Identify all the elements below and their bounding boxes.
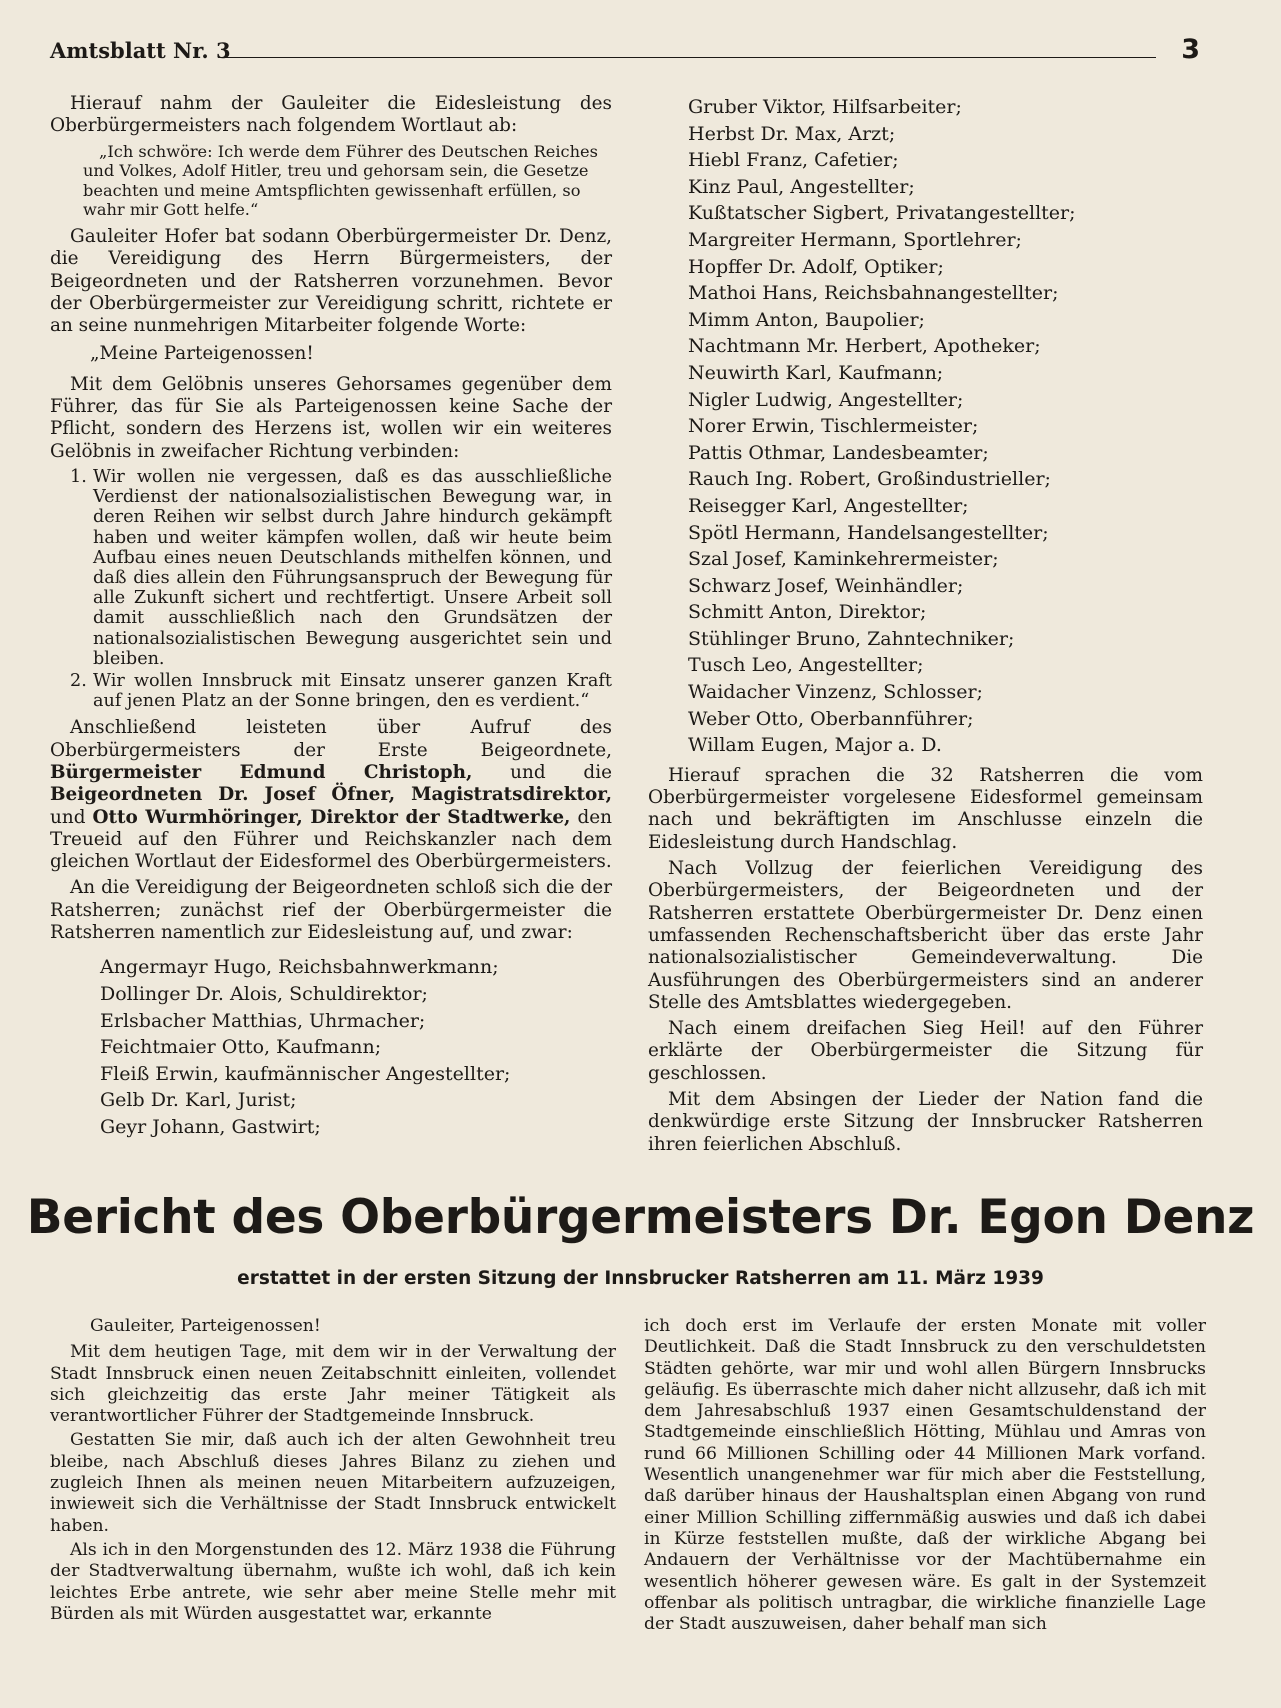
paragraph: An die Vereidigung der Beigeordneten schloß sich die der Ratsherren; zunächst rief der Oberbürgermeister die Ratsherren namentlich zur Eidesleistung auf, und zwar: [50, 877, 612, 944]
councillor-list-continued [688, 94, 1203, 759]
list-item: Gelb Dr. Karl, Jurist; [100, 1089, 297, 1112]
paragraph: Nach Vollzug der feierlichen Vereidigung des Oberbürgermeisters, der Beigeordneten und der Ratsherren erstattete Oberbürgermeister Dr. Denz einen umfassenden Rechenschaftsbericht über das erste Jahr nationalsozialistischer Gemeindeverwaltung. Die Ausführungen des Oberbürgermeisters sind an anderer Stelle des Amtsblattes wiedergegeben. [648, 858, 1203, 1013]
list-item: Norer Erwin, Tischlermeister; [688, 415, 979, 438]
paragraph [50, 717, 612, 873]
list-item: Feichtmaier Otto, Kaufmann; [100, 1036, 382, 1059]
list-item: Hiebl Franz, Cafetier; [688, 149, 899, 172]
page-number: 3 [1181, 34, 1200, 65]
pledge-text: Wir wollen Innsbruck mit Einsatz unserer ganzen Kraft auf jenen Platz an der Sonne bringen, den es verdient.“ [93, 670, 612, 712]
oath-line: wahr mir Gott helfe.“ [83, 200, 259, 220]
list-item: Geyr Johann, Gastwirt; [100, 1115, 321, 1138]
pledge-number: 1. [70, 466, 87, 487]
list-item: Nigler Ludwig, Angestellter; [688, 388, 964, 411]
oath-line: beachten und meine Amtspflichten gewissenhaft erfüllen, so [83, 180, 581, 200]
oath-quote [83, 142, 612, 220]
report-salutation: Gauleiter, Parteigenossen! [90, 1316, 321, 1336]
paragraph: Hierauf nahm der Gauleiter die Eidesleistung des Oberbürgermeisters nach folgendem Wortlaut ab: [50, 93, 612, 137]
pledge-item [50, 671, 612, 711]
list-item: Herbst Dr. Max, Arzt; [688, 122, 896, 145]
bold-name: Otto Wurmhöringer, Direktor der Stadtwerke, [92, 806, 571, 828]
list-item: Tusch Leo, Angestellter; [688, 654, 924, 677]
list-item: Neuwirth Karl, Kaufmann; [688, 361, 944, 384]
paragraph: Gauleiter Hofer bat sodann Oberbürgermeister Dr. Denz, die Vereidigung des Herrn Bürgermeisters, der Beigeordneten und der Ratsherren vorzunehmen. Bevor der Oberbürgermeister zur Vereidigung schritt, richtete er an seine nunmehrigen Mitarbeiter folgende Worte: [50, 225, 612, 337]
list-item: Waidacher Vinzenz, Schlosser; [688, 681, 983, 704]
paragraph: Mit dem Absingen der Lieder der Nation fand die denkwürdige erste Sitzung der Innsbrucker Ratsherren ihren feierlichen Abschluß. [648, 1089, 1203, 1155]
list-item: Schmitt Anton, Direktor; [688, 601, 927, 624]
list-item: Pattis Othmar, Landesbeamter; [688, 441, 989, 464]
text-run: und [50, 806, 86, 828]
list-item: Stühlinger Bruno, Zahntechniker; [688, 627, 1015, 650]
list-item: Mathoi Hans, Reichsbahnangestellter; [688, 282, 1059, 305]
list-item: Willam Eugen, Major a. D. [688, 734, 942, 757]
pledge-number: 2. [70, 670, 87, 691]
list-item: Szal Josef, Kaminkehrermeister; [688, 548, 999, 571]
header-rule [218, 57, 1156, 58]
text-run: den Treueid auf den Führer und Reichskanzler nach dem gleichen Wortlaut der Eidesformel des Oberbürgermeisters. [50, 806, 612, 873]
paragraph: ich doch erst im Verlaufe der ersten Monate mit voller Deutlichkeit. Daß die Stadt Innsbruck zu den verschuldetsten Städten gehörte, war mir und wohl allen Bürgern Innsbrucks geläufig. Es überraschte mich daher nicht allzusehr, daß ich mit dem Jahresabschluß 1937 einen Gesamtschuldenstand der Stadtgemeinde einschließlich Hötting, Mühlau und Amras von rund 66 Millionen Schilling oder 44 Millionen Mark vorfand. Wesentlich unangenehmer war für mich aber die Feststellung, daß darüber hinaus der Haushaltsplan einen Abgang von rund einer Million Schilling ziffernmäßig auswies und daß ich dabei in Kürze feststellen mußte, daß der wirkliche Abgang bei Andauern der Verhältnisse vor der Machtübernahme ein wesentlich höherer gewesen wäre. Es galt in der Systemzeit offenbar als politisch untragbar, die wirkliche finanzielle Lage der Stadt auszuweisen, daher behalf man sich [644, 1316, 1206, 1635]
paragraph: Gestatten Sie mir, daß auch ich der alten Gewohnheit treu bleibe, nach Abschluß dieses Jahres Bilanz zu ziehen und zugleich Ihnen als meinen neuen Mitarbeitern aufzuzeigen, inwieweit sich die Verhältnisse der Stadt Innsbruck entwickelt haben. [50, 1430, 616, 1536]
list-item: Rauch Ing. Robert, Großindustrieller; [688, 468, 1051, 491]
report-right-column [644, 1316, 1206, 1638]
text-run: Anschließend leisteten über Aufruf des Oberbürgermeisters der Erste Beigeordnete, [50, 717, 612, 761]
paragraph: Als ich in den Morgenstunden des 12. März 1938 die Führung der Stadtverwaltung übernahm, wußte ich wohl, daß ich kein leichtes Erbe antrete, wie sehr aber meine Stelle mehr mit Bürden als mit Würden ausgestattet war, erkannte [50, 1539, 616, 1624]
list-item: Fleiß Erwin, kaufmännischer Angestellter; [100, 1062, 511, 1085]
report-left-column [50, 1316, 616, 1628]
paragraph: Mit dem Gelöbnis unseres Gehorsames gegenüber dem Führer, das für Sie als Parteigenossen keine Sache der Pflicht, sondern des Herzens ist, wollen wir ein weiteres Gelöbnis in zweifacher Richtung verbinden: [50, 373, 612, 462]
pledge-text: Wir wollen nie vergessen, daß es das ausschließliche Verdienst der nationalsozialistischen Bewegung war, in deren Reihen wir selbst durch Jahre hindurch gekämpft haben und weiter kämpfen wollen, daß wir heute beim Aufbau eines neuen Deutschlands mithelfen können, und daß dies allein den Führungsanspruch der Bewegung für alle Zukunft sichert und rechtfertigt. Unsere Arbeit soll damit ausschließlich nach den Grundsätzen der nationalsozialistischen Bewegung ausgerichtet sein und bleiben. [93, 466, 612, 669]
paragraph: Nach einem dreifachen Sieg Heil! auf den Führer erklärte der Oberbürgermeister die Sitzung für geschlossen. [648, 1018, 1203, 1084]
list-item: Angermayr Hugo, Reichsbahnwerkmann; [100, 956, 499, 979]
paragraph: Hierauf sprachen die 32 Ratsherren die vom Oberbürgermeister vorgelesene Eidesformel gemeinsam nach und bekräftigten im Anschlusse einzeln die Eidesleistung durch Handschlag. [648, 764, 1203, 853]
list-item: Erlsbacher Matthias, Uhrmacher; [100, 1009, 426, 1032]
list-item: Hopffer Dr. Adolf, Optiker; [688, 255, 944, 278]
list-item: Mimm Anton, Baupolier; [688, 308, 925, 331]
councillor-list [100, 954, 612, 1140]
oath-line: „Ich schwöre: Ich werde dem Führer des Deutschen Reiches [99, 141, 598, 161]
publication-title: Amtsblatt Nr. 3 [50, 38, 231, 63]
list-item: Gruber Viktor, Hilfsarbeiter; [688, 96, 962, 118]
speech-salutation: „Meine Parteigenossen! [90, 343, 314, 365]
running-header [50, 34, 1200, 68]
text-run: und die [510, 761, 612, 783]
list-item: Margreiter Hermann, Sportlehrer; [688, 228, 1022, 251]
bold-name: Bürgermeister Edmund Christoph, [50, 761, 473, 783]
list-item: Weber Otto, Oberbannführer; [688, 707, 974, 730]
pledge-list [50, 467, 612, 711]
pledge-item [50, 467, 612, 669]
paragraph: Mit dem heutigen Tage, mit dem wir in der Verwaltung der Stadt Innsbruck einen neuen Zeitabschnitt einleiten, vollendet sich gleichzeitig das erste Jahr meiner Tätigkeit als verantwortlicher Führer der Stadtgemeinde Innsbruck. [50, 1342, 616, 1427]
report-subheadline: erstattet in der ersten Sitzung der Innsbrucker Ratsherren am 11. März 1939 [237, 1268, 1044, 1289]
list-item: Schwarz Josef, Weinhändler; [688, 574, 964, 597]
list-item: Dollinger Dr. Alois, Schuldirektor; [100, 982, 428, 1005]
right-column [648, 94, 1203, 1160]
report-headline: Bericht des Oberbürgermeisters Dr. Egon Denz [26, 1190, 1255, 1245]
list-item: Kinz Paul, Angestellter; [688, 175, 915, 198]
left-column [50, 93, 612, 1141]
list-item: Nachtmann Mr. Herbert, Apotheker; [688, 335, 1041, 358]
list-item: Kußtatscher Sigbert, Privatangestellter; [688, 202, 1076, 225]
list-item: Spötl Hermann, Handelsangestellter; [688, 521, 1049, 544]
list-item: Reisegger Karl, Angestellter; [688, 494, 969, 517]
oath-line: und Volkes, Adolf Hitler, treu und gehorsam sein, die Gesetze [83, 161, 589, 181]
bold-name: Beigeordneten Dr. Josef Öfner, Magistratsdirektor, [50, 784, 612, 806]
